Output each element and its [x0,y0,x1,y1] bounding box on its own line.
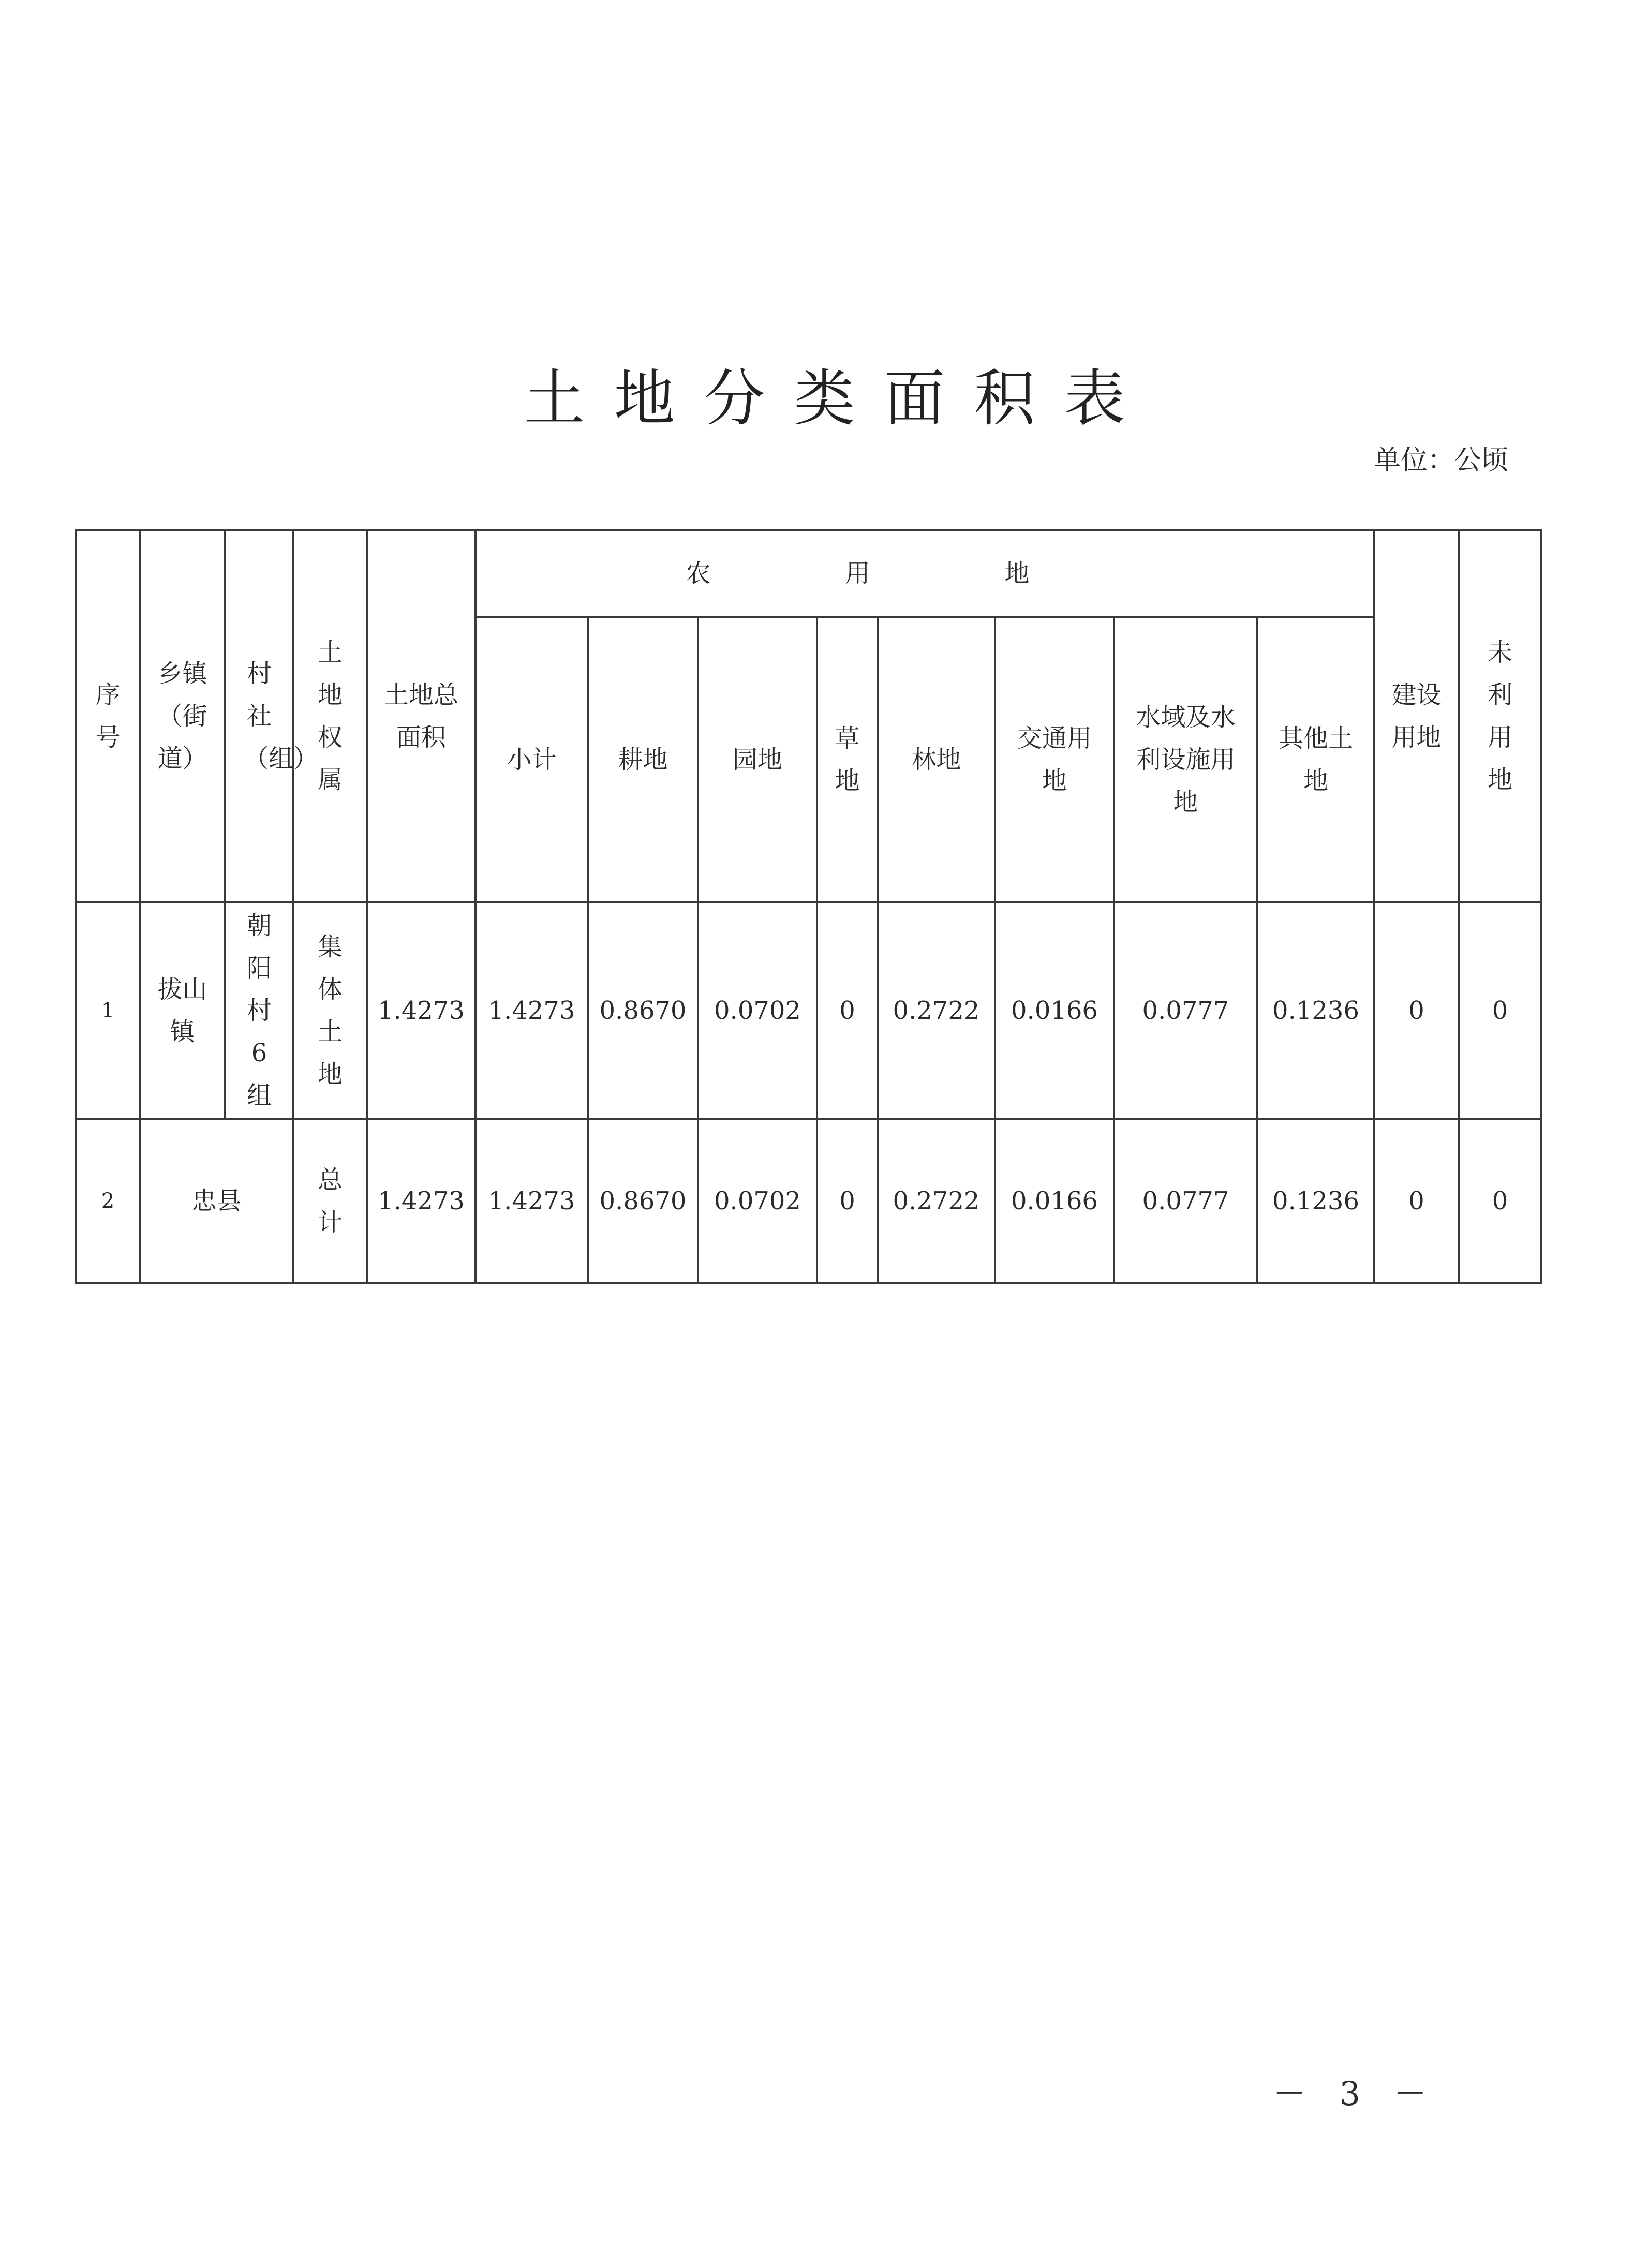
header-construction: 建设用地 [1374,530,1459,902]
header-unused: 未利用地 [1459,530,1541,902]
header-other: 其他土地 [1257,617,1374,902]
cell-water: 0.0777 [1114,1119,1257,1283]
cell-total-area: 1.4273 [367,1119,476,1283]
cell-total-area: 1.4273 [367,902,476,1119]
header-garden: 园地 [698,617,817,902]
header-town: 乡镇（街道） [140,530,225,902]
cell-grass: 0 [817,902,878,1119]
header-seq: 序号 [76,530,140,902]
cell-ownership: 总计 [293,1119,367,1283]
cell-unused: 0 [1459,1119,1541,1283]
cell-other: 0.1236 [1257,902,1374,1119]
header-transport: 交通用地 [995,617,1114,902]
header-agricultural-land: 农用地 [476,530,1374,617]
cell-village: 朝阳村6组 [225,902,293,1119]
header-grass: 草地 [817,617,878,902]
page-number: － 3 － [1273,2075,1438,2113]
page-title: 土地分类面积表 [524,363,1154,434]
cell-subtotal: 1.4273 [476,1119,588,1283]
header-water: 水域及水利设施用地 [1114,617,1257,902]
cell-town: 忠县 [140,1119,293,1283]
cell-garden: 0.0702 [698,1119,817,1283]
header-subtotal: 小计 [476,617,588,902]
header-cultivated: 耕地 [588,617,698,902]
header-village: 村社（组） [225,530,293,902]
cell-transport: 0.0166 [995,902,1114,1119]
cell-grass: 0 [817,1119,878,1283]
cell-forest: 0.2722 [878,902,995,1119]
cell-subtotal: 1.4273 [476,902,588,1119]
header-total-area: 土地总面积 [367,530,476,902]
table-row [76,902,1541,1119]
cell-transport: 0.0166 [995,1119,1114,1283]
cell-other: 0.1236 [1257,1119,1374,1283]
cell-town: 拔山镇 [140,902,225,1119]
cell-construction: 0 [1374,902,1459,1119]
table-row [76,1119,1541,1283]
cell-forest: 0.2722 [878,1119,995,1283]
cell-cultivated: 0.8670 [588,1119,698,1283]
header-row-1 [76,530,1541,617]
cell-cultivated: 0.8670 [588,902,698,1119]
cell-seq: 1 [76,902,140,1119]
unit-label: 单位：公顷 [1373,445,1508,476]
cell-construction: 0 [1374,1119,1459,1283]
cell-ownership: 集体土地 [293,902,367,1119]
header-ownership: 土地权属 [293,530,367,902]
cell-unused: 0 [1459,902,1541,1119]
cell-garden: 0.0702 [698,902,817,1119]
header-forest: 林地 [878,617,995,902]
cell-water: 0.0777 [1114,902,1257,1119]
cell-seq: 2 [76,1119,140,1283]
land-classification-table [75,529,1542,1284]
